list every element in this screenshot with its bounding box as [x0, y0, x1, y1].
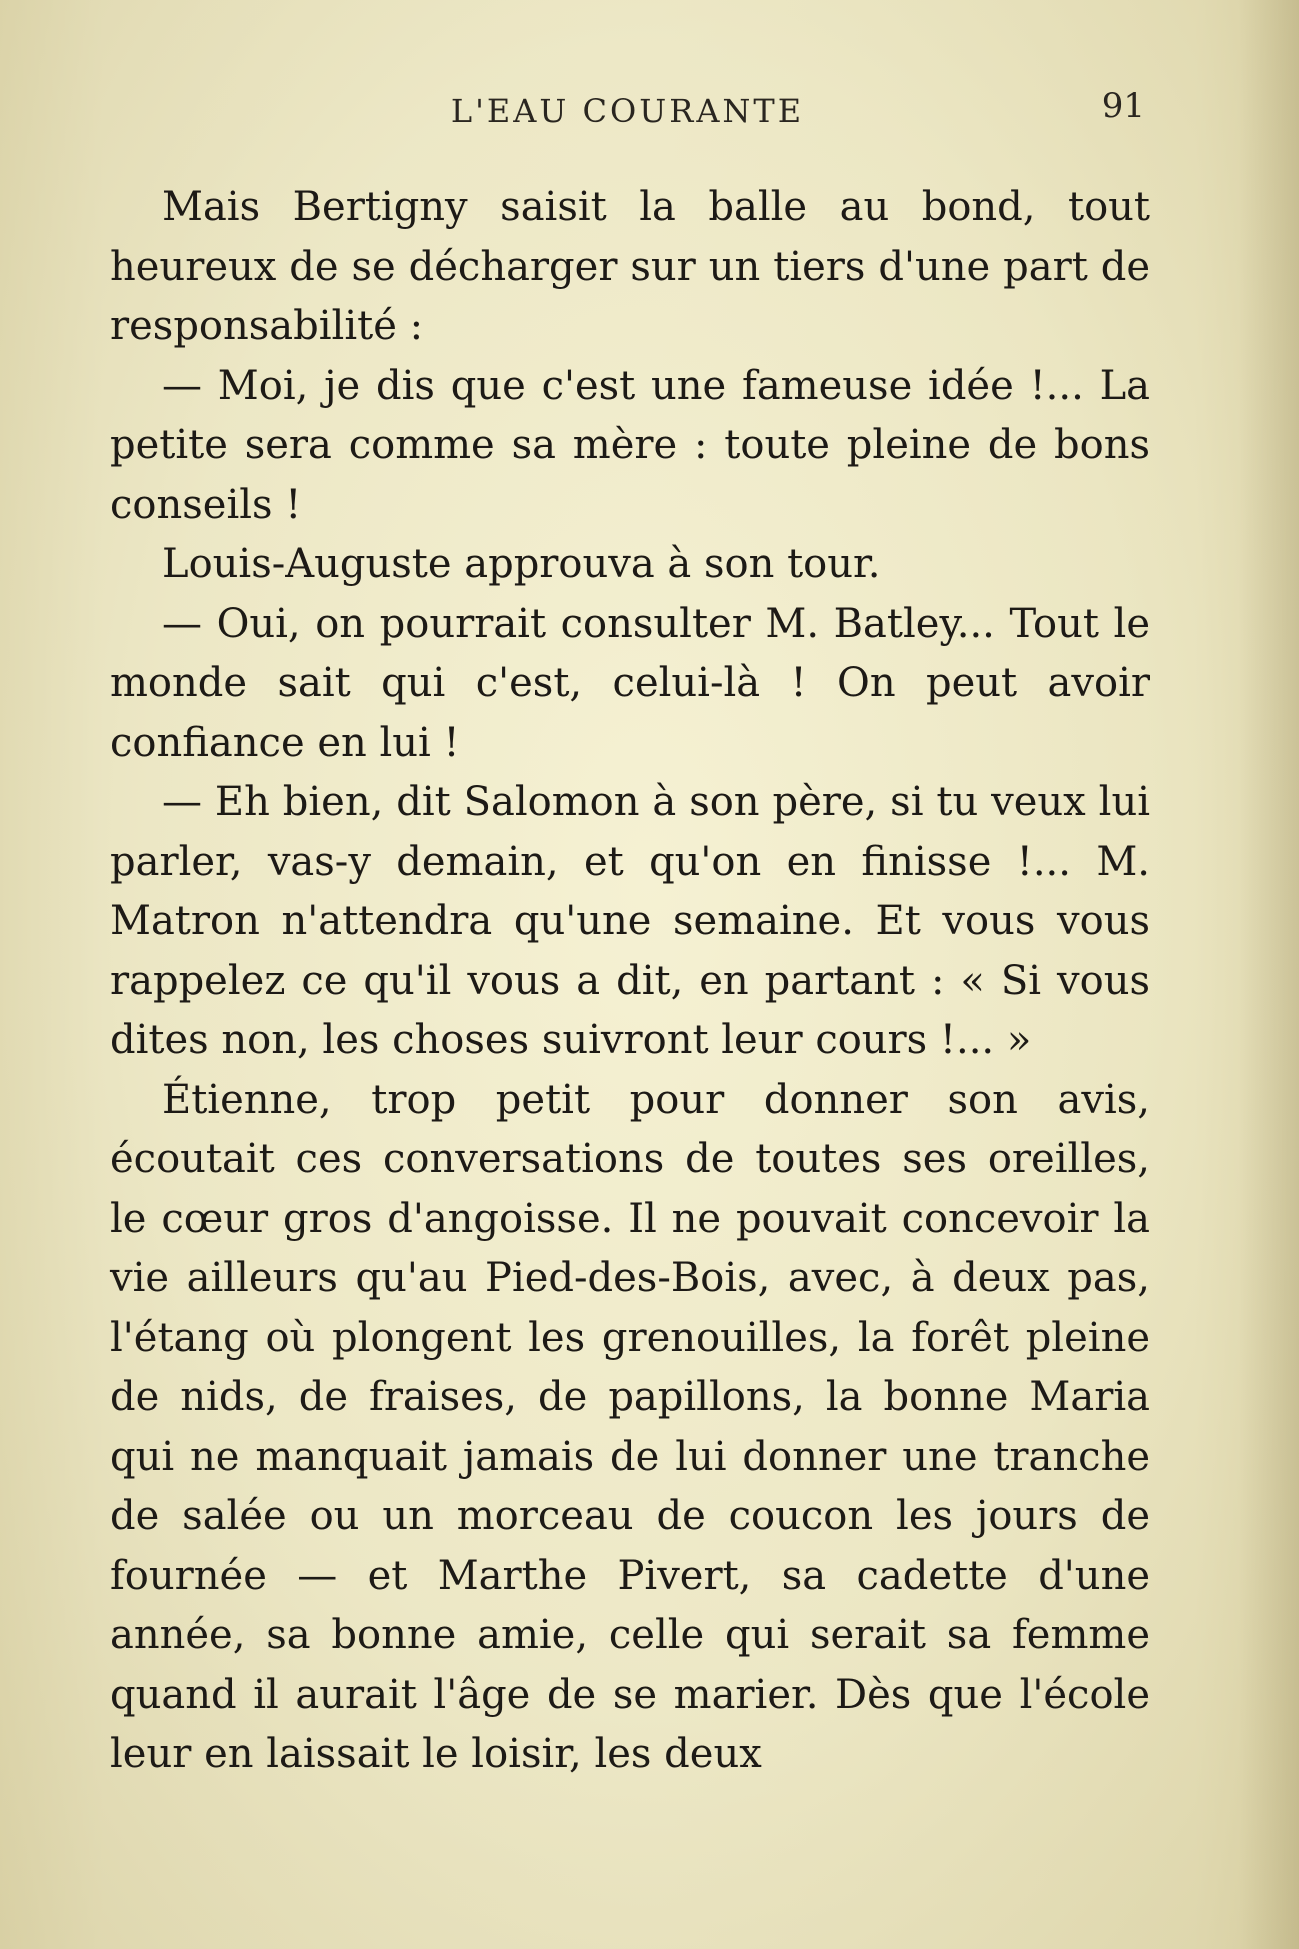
paragraph: — Oui, on pourrait consulter M. Batley... Tout le monde sait qui c'est, celui-là ! On peut avoir confiance en lui !: [110, 600, 1150, 766]
paragraph: Louis-Auguste approuva à son tour.: [162, 541, 881, 587]
page-edge-shadow: [1239, 0, 1299, 1949]
paragraph: Étienne, trop petit pour donner son avis, écoutait ces conversations de toutes ses oreilles, le cœur gros d'angoisse. Il ne pouvait concevoir la vie ailleurs qu'au Pied-des-Bois, avec, à deux pas, l'étang où plongent les grenouilles, la forêt pleine de nids, de fraises, de papillons, la bonne Maria qui ne manquait jamais de lui donner une tranche de salée ou un morceau de coucon les jours de fournée — et Marthe Pivert, sa cadette d'une année, sa bonne amie, celle qui serait sa femme quand il aurait l'âge de se marier. Dès que l'école leur en laissait le loisir, les deux: [110, 1076, 1150, 1777]
body-text: [110, 178, 1150, 1785]
page-header: [110, 86, 1145, 152]
paragraph: — Eh bien, dit Salomon à son père, si tu veux lui parler, vas-y demain, et qu'on en finisse !... M. Matron n'attendra qu'une semaine. Et vous vous rappelez ce qu'il vous a dit, en partant : « Si vous dites non, les choses suivront leur cours !... »: [110, 779, 1150, 1063]
paragraph: — Moi, je dis que c'est une fameuse idée !... La petite sera comme sa mère : toute pleine de bons conseils !: [110, 362, 1150, 528]
page-number: 91: [1101, 86, 1145, 126]
running-head: L'EAU COURANTE: [450, 92, 805, 130]
paragraph: Mais Bertigny saisit la balle au bond, tout heureux de se décharger sur un tiers d'une part de responsabilité :: [110, 184, 1150, 349]
